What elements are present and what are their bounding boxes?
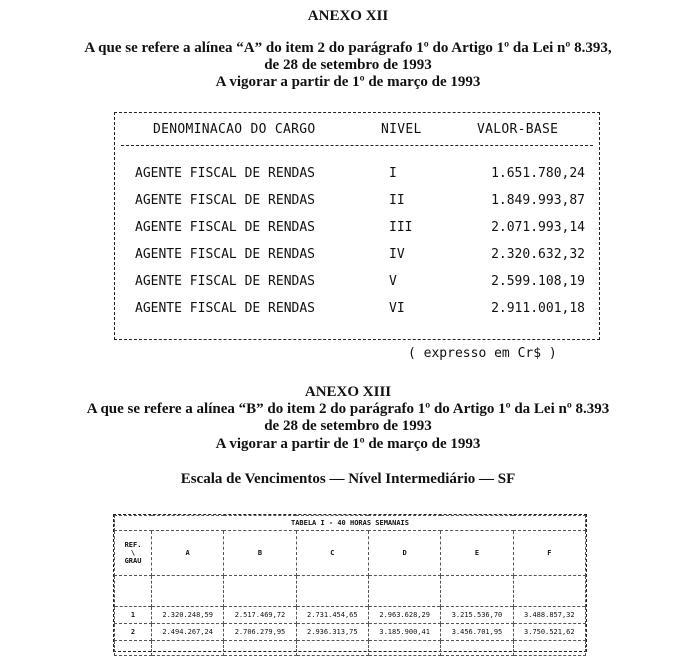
nivel-cell: VI — [389, 301, 405, 316]
column-header: B — [224, 531, 296, 576]
table-row — [115, 607, 586, 624]
ref-slash: \ — [130, 549, 136, 557]
nivel-cell: II — [389, 193, 405, 208]
cargo-cell: AGENTE FISCAL DE RENDAS — [135, 274, 316, 289]
value-cell: 3.488.857,32 — [513, 607, 585, 624]
value-cell: 2.963.628,29 — [368, 607, 440, 624]
nivel-cell: I — [389, 166, 397, 181]
value-cell: 2.494.267,24 — [152, 624, 224, 641]
nivel-cell: III — [389, 220, 413, 235]
spacer-cell — [296, 641, 368, 656]
spacer-cell — [296, 576, 368, 607]
column-header: C — [296, 531, 368, 576]
cargo-cell: AGENTE FISCAL DE RENDAS — [135, 193, 316, 208]
value-cell: 3.215.536,70 — [441, 607, 513, 624]
table-row — [115, 220, 599, 247]
valor-cell: 1.849.993,87 — [491, 193, 585, 208]
table-title: TABELA I - 40 HORAS SEMANAIS — [115, 516, 586, 531]
spacer-cell — [368, 576, 440, 607]
grau-label: GRAU — [124, 557, 142, 565]
cargo-cell: AGENTE FISCAL DE RENDAS — [135, 301, 316, 316]
column-header: A — [152, 531, 224, 576]
ref-grau-header — [115, 531, 152, 576]
ref-label: REF. — [124, 541, 142, 549]
ref-cell: 2 — [115, 624, 152, 641]
header-nivel: NIVEL — [381, 122, 422, 137]
cargo-cell: AGENTE FISCAL DE RENDAS — [135, 166, 316, 181]
anexo-xii-line2: de 28 de setembro de 1993 — [264, 57, 432, 73]
header-denominacao: DENOMINACAO DO CARGO — [153, 122, 316, 137]
spacer-cell — [368, 641, 440, 656]
spacer-cell — [152, 576, 224, 607]
anexo-xiii-subtitle: Escala de Vencimentos — Nível Intermediário — SF — [180, 471, 516, 487]
valor-cell: 1.651.780,24 — [491, 166, 585, 181]
spacer-cell — [152, 641, 224, 656]
anexo-xiii-table — [113, 514, 587, 652]
header-valor-base: VALOR-BASE — [477, 122, 559, 137]
anexo-xiii-line3: A vigorar a partir de 1º de março de 1993 — [215, 436, 481, 452]
nivel-cell: V — [389, 274, 397, 289]
nivel-cell: IV — [389, 247, 405, 262]
anexo-xii-table — [114, 112, 600, 340]
anexo-xiii-line2: de 28 de setembro de 1993 — [264, 418, 432, 434]
table-row — [115, 301, 599, 328]
currency-note: ( expresso em Cr$ ) — [408, 346, 557, 361]
table-row — [115, 624, 586, 641]
anexo-xii-line3: A vigorar a partir de 1º de março de 1993 — [215, 74, 481, 90]
cargo-cell: AGENTE FISCAL DE RENDAS — [135, 247, 316, 262]
spacer-cell — [224, 641, 296, 656]
table-row — [115, 166, 599, 193]
ref-cell: 1 — [115, 607, 152, 624]
valor-cell: 2.320.632,32 — [491, 247, 585, 262]
value-cell: 2.731.454,65 — [296, 607, 368, 624]
spacer-cell — [441, 576, 513, 607]
table-row — [115, 247, 599, 274]
valor-cell: 2.911.001,18 — [491, 301, 585, 316]
header-divider — [121, 145, 593, 146]
spacer-cell — [441, 641, 513, 656]
value-cell: 2.706.279,95 — [224, 624, 296, 641]
table-row — [115, 274, 599, 301]
value-cell: 2.936.313,75 — [296, 624, 368, 641]
column-header: F — [513, 531, 585, 576]
value-cell: 2.320.248,59 — [152, 607, 224, 624]
value-cell: 3.750.521,62 — [513, 624, 585, 641]
value-cell: 3.456.701,95 — [441, 624, 513, 641]
spacer-cell — [115, 641, 152, 656]
column-header: E — [441, 531, 513, 576]
cargo-cell: AGENTE FISCAL DE RENDAS — [135, 220, 316, 235]
spacer-cell — [513, 641, 585, 656]
anexo-xii-line1: A que se refere a alínea “A” do item 2 do parágrafo 1º do Artigo 1º da Lei nº 8.393, — [84, 40, 612, 56]
column-header: D — [368, 531, 440, 576]
spacer-cell — [115, 576, 152, 607]
anexo-xiii-line1: A que se refere a alínea “B” do item 2 do parágrafo 1º do Artigo 1º da Lei nº 8.393 — [86, 401, 610, 417]
anexo-xii-title: ANEXO XII — [307, 8, 389, 24]
anexo-xiii-title: ANEXO XIII — [304, 384, 392, 400]
spacer-cell — [224, 576, 296, 607]
value-cell: 2.517.469,72 — [224, 607, 296, 624]
valor-cell: 2.599.108,19 — [491, 274, 585, 289]
spacer-cell — [513, 576, 585, 607]
table-row — [115, 193, 599, 220]
valor-cell: 2.071.993,14 — [491, 220, 585, 235]
value-cell: 3.185.900,41 — [368, 624, 440, 641]
